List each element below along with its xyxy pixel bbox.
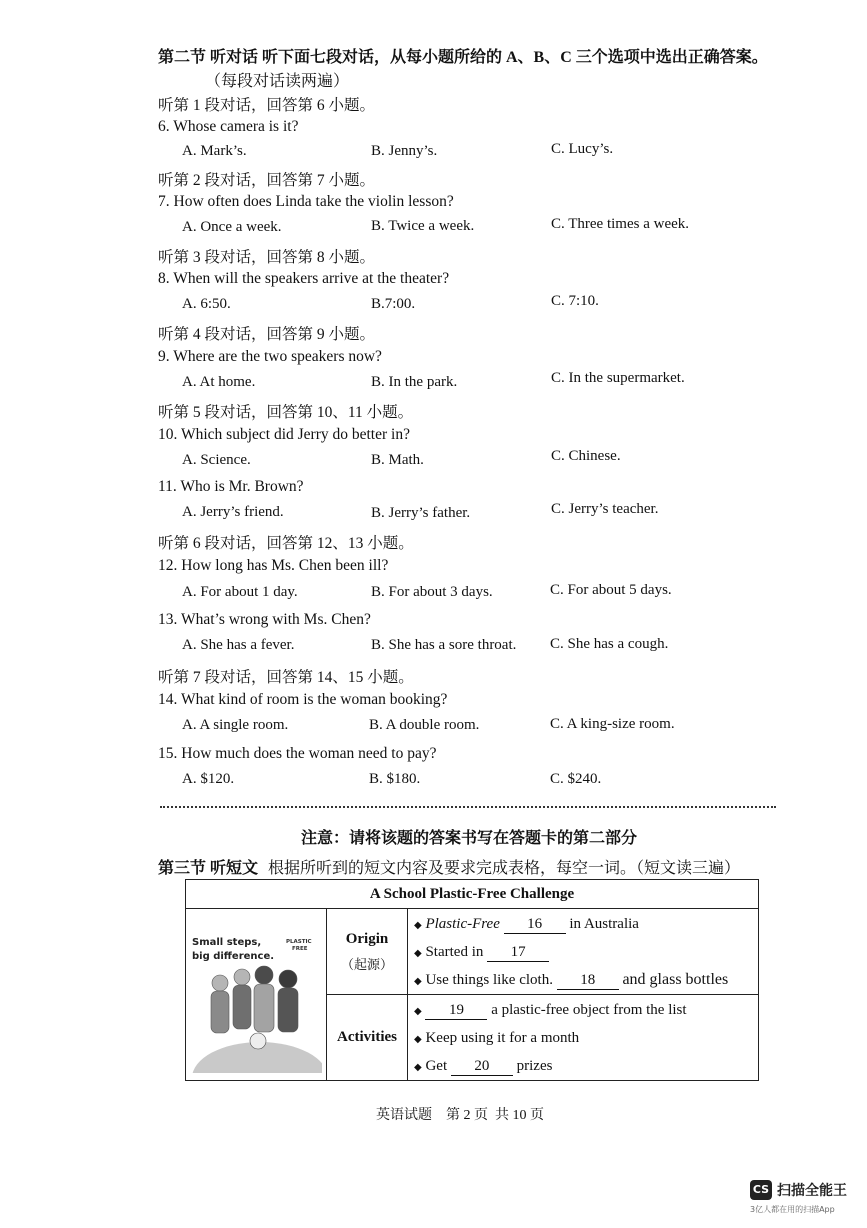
option-11b: B. Jerry’s father.: [371, 505, 471, 521]
activity-line-2-text: Keep using it for a month: [425, 1029, 580, 1046]
image-logo-line1: PLASTIC: [286, 939, 312, 945]
question-14: 14. What kind of room is the woman booking?: [158, 691, 448, 708]
group-intro-4: 听第 4 段对话，回答第 9 小题。: [158, 326, 376, 343]
question-6: 6. Whose camera is it?: [158, 118, 299, 135]
blank-16: 16: [504, 915, 566, 934]
challenge-table: [185, 879, 759, 1081]
option-12b: B. For about 3 days.: [371, 584, 493, 600]
activity-line-1: [408, 996, 758, 1024]
question-8: 8. When will the speakers arrive at the theater?: [158, 270, 450, 287]
option-13b: B. She has a sore throat.: [371, 637, 517, 653]
option-14a: A. A single room.: [182, 717, 289, 733]
bullet-icon: ◆: [414, 1061, 422, 1073]
people-globe-illustration: [190, 913, 322, 1073]
option-9b: B. In the park.: [371, 374, 458, 390]
image-caption-line2: big difference.: [192, 951, 275, 962]
scanner-subtitle: 3亿人都在用的扫描App: [750, 1205, 835, 1214]
activity-line-3: [408, 1052, 758, 1080]
option-14c: C. A king-size room.: [550, 716, 675, 732]
option-12c: C. For about 5 days.: [550, 582, 672, 598]
option-15b: B. $180.: [369, 771, 421, 787]
option-8a: A. 6:50.: [182, 296, 231, 312]
bullet-icon: ◆: [414, 975, 422, 987]
page-footer: 英语试题 第 2 页 共 10 页: [376, 1108, 544, 1123]
blank-18: 18: [557, 971, 619, 990]
question-13: 13. What’s wrong with Ms. Chen?: [158, 611, 371, 628]
section3-heading: [158, 855, 740, 878]
dotted-separator: [160, 806, 776, 808]
option-7c: C. Three times a week.: [551, 216, 690, 232]
activity-line-3-pre: Get: [425, 1057, 448, 1074]
option-10b: B. Math.: [371, 452, 424, 468]
section2-heading: [158, 44, 768, 67]
origin-content: [408, 909, 759, 995]
question-11: 11. Who is Mr. Brown?: [158, 478, 304, 495]
notice: 注意：请将该题的答案书写在答题卡的第二部分: [301, 830, 638, 847]
bullet-icon: ◆: [414, 947, 422, 959]
section2-heading-text: 第二节 听对话 听下面七段对话，从每小题所给的 A、B、C 三个选项中选出正确答案。: [158, 49, 768, 66]
table-title: A School Plastic-Free Challenge: [186, 880, 759, 909]
image-caption-line1: Small steps,: [192, 937, 262, 948]
question-15: 15. How much does the woman need to pay?: [158, 745, 437, 762]
option-10c: C. Chinese.: [551, 448, 621, 464]
people-figures: [211, 966, 298, 1049]
option-6b: B. Jenny’s.: [371, 143, 438, 159]
origin-line-1-pre: Plastic-Free: [425, 915, 500, 932]
activities-content: [408, 995, 759, 1081]
option-6c: C. Lucy’s.: [551, 141, 614, 157]
section3-heading-rest: 根据所听到的短文内容及要求完成表格，每空一词。（短文读三遍）: [268, 860, 741, 877]
option-9a: A. At home.: [182, 374, 256, 390]
blank-17: 17: [487, 943, 549, 962]
option-12a: A. For about 1 day.: [182, 584, 298, 600]
bullet-icon: ◆: [414, 919, 422, 931]
section2-note: （每段对话读两遍）: [205, 73, 350, 90]
poster-image: [186, 909, 327, 1081]
group-intro-7: 听第 7 段对话，回答第 14、15 小题。: [158, 669, 414, 686]
option-7a: A. Once a week.: [182, 219, 282, 235]
bullet-icon: ◆: [414, 1033, 422, 1045]
activity-line-2: [408, 1024, 758, 1052]
scanner-title: 扫描全能王: [777, 1183, 847, 1199]
origin-label: Origin: [345, 930, 389, 947]
activity-line-3-post: prizes: [516, 1057, 553, 1074]
origin-line-3: [408, 966, 758, 994]
option-10a: A. Science.: [182, 452, 251, 468]
origin-line-3-post: and glass bottles: [622, 970, 729, 988]
origin-sublabel: （起源）: [340, 956, 393, 972]
origin-line-1: [408, 910, 758, 938]
option-7b: B. Twice a week.: [371, 218, 475, 234]
section3-heading-bold: 第三节 听短文: [158, 860, 259, 877]
blank-20: 20: [451, 1057, 513, 1076]
option-13c: C. She has a cough.: [550, 636, 669, 652]
origin-label-cell: [327, 909, 408, 995]
activities-label: Activities: [327, 995, 408, 1081]
option-15c: C. $240.: [550, 771, 602, 787]
group-intro-3: 听第 3 段对话，回答第 8 小题。: [158, 249, 376, 266]
image-logo-line2: FREE: [292, 946, 308, 952]
question-9: 9. Where are the two speakers now?: [158, 348, 382, 365]
option-6a: A. Mark’s.: [182, 143, 247, 159]
question-12: 12. How long has Ms. Chen been ill?: [158, 557, 389, 574]
scanner-logo-icon: CS: [750, 1180, 772, 1200]
option-14b: B. A double room.: [369, 717, 480, 733]
option-11a: A. Jerry’s friend.: [182, 504, 284, 520]
origin-line-1-post: in Australia: [569, 915, 639, 932]
activity-line-1-post: a plastic-free object from the list: [491, 1001, 687, 1018]
option-15a: A. $120.: [182, 771, 235, 787]
blank-19: 19: [425, 1001, 487, 1020]
question-10: 10. Which subject did Jerry do better in?: [158, 426, 410, 443]
group-intro-5: 听第 5 段对话，回答第 10、11 小题。: [158, 404, 414, 421]
group-intro-1: 听第 1 段对话，回答第 6 小题。: [158, 97, 376, 114]
group-intro-6: 听第 6 段对话，回答第 12、13 小题。: [158, 535, 414, 552]
option-8c: C. 7:10.: [551, 293, 599, 309]
option-8b: B.7:00.: [371, 296, 416, 312]
option-13a: A. She has a fever.: [182, 637, 295, 653]
origin-line-3-pre: Use things like cloth.: [425, 971, 553, 988]
origin-line-2-pre: Started in: [425, 943, 484, 960]
option-11c: C. Jerry’s teacher.: [551, 501, 659, 517]
option-9c: C. In the supermarket.: [551, 370, 685, 386]
bullet-icon: ◆: [414, 1005, 422, 1017]
group-intro-2: 听第 2 段对话，回答第 7 小题。: [158, 172, 376, 189]
question-7: 7. How often does Linda take the violin lesson?: [158, 193, 454, 210]
origin-line-2: [408, 938, 758, 966]
